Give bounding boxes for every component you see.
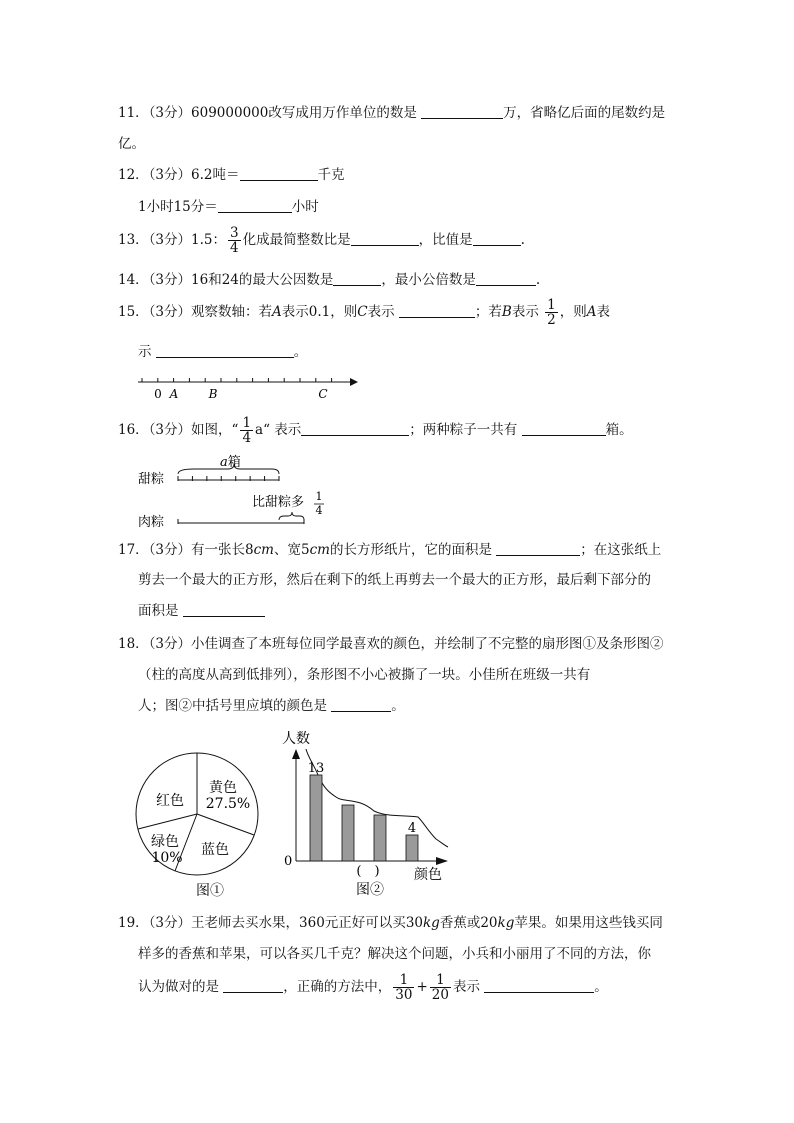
q-text: 香蕉或 (439, 915, 481, 931)
bar-2 (342, 805, 354, 861)
x-axis-label: 颜色 (414, 867, 442, 883)
numerator: 3 (230, 225, 239, 241)
answer-blank[interactable] (223, 977, 283, 993)
q-text: 示 (138, 344, 152, 360)
answer-blank[interactable] (473, 230, 521, 246)
q-number: 14． (118, 272, 149, 288)
question-12 (118, 165, 345, 185)
label-c: C (318, 387, 328, 401)
answer-blank[interactable] (484, 977, 594, 993)
q-text: 5 (301, 542, 310, 558)
slice-pct-yellow: 27.5% (205, 796, 251, 812)
question-15-line2 (138, 342, 307, 362)
bar-caption: 图② (356, 882, 384, 898)
answer-blank[interactable] (522, 420, 606, 436)
numerator: 1 (547, 297, 556, 313)
q-number: 16． (118, 422, 149, 438)
numerator: 1 (393, 973, 414, 988)
q-score: （3分） (148, 105, 192, 121)
answer-blank[interactable] (351, 230, 419, 246)
var-a: a (220, 455, 228, 470)
q-text: ，正确的方法中， (283, 979, 392, 995)
q-text: 1.5： (191, 232, 227, 248)
numerator: 1 (242, 415, 252, 431)
q-text: 如图，“ (191, 422, 239, 438)
answer-blank[interactable] (476, 270, 536, 286)
question-17 (118, 540, 661, 560)
question-17-line3 (138, 601, 265, 621)
fraction (228, 226, 241, 255)
q-text: 面积是 (138, 603, 179, 619)
q-text: 千克 (317, 167, 345, 183)
answer-blank[interactable] (240, 165, 318, 181)
q-text: 表 (596, 304, 610, 320)
question-16 (118, 414, 633, 446)
q-text: 化成最简整数比是 (242, 232, 351, 248)
var-b: B (501, 304, 512, 320)
q-number: 11． (118, 105, 149, 121)
zongzi-diagram (134, 450, 344, 534)
answer-blank[interactable] (301, 420, 409, 436)
denominator: 4 (242, 430, 252, 446)
q-number: 17． (118, 542, 149, 558)
q-text: ，比值是 (418, 232, 473, 248)
label-a: A (169, 387, 179, 401)
q-score: （3分） (148, 167, 192, 183)
fraction (240, 416, 253, 445)
q-text: 亿。 (118, 136, 145, 152)
unit: cm (253, 542, 274, 558)
bracket-label: ( ) (356, 864, 380, 879)
q-text: ；在这张纸上 (580, 542, 662, 558)
q-score: （3分） (148, 304, 192, 320)
q-text: 万，省略亿后面的尾数约是 (503, 105, 666, 121)
question-11-line2 (118, 134, 145, 154)
q-text: 有一张长 (191, 542, 246, 558)
q-text: 人；图②中括号里应填的颜色是 (138, 698, 327, 714)
answer-blank[interactable] (421, 103, 503, 119)
var-a: A (586, 304, 597, 320)
question-14 (118, 270, 540, 290)
q-text: ；两种粽子一共有 (409, 422, 518, 438)
question-11 (118, 103, 665, 123)
fraction (545, 298, 558, 327)
q-text: 箱。 (605, 422, 633, 438)
var-c: C (357, 304, 368, 320)
q-score: （3分） (148, 636, 192, 652)
q-text: 。 (293, 344, 308, 360)
q-text: 。 (391, 698, 405, 714)
q-score: （3分） (148, 232, 192, 248)
q-text: 小时 (291, 199, 319, 215)
denominator: 30 (395, 987, 413, 1003)
plus-sign: + (416, 979, 428, 995)
unit: cm (309, 542, 330, 558)
q-text: 8 (245, 542, 254, 558)
top-label (220, 455, 241, 470)
var-a: a (255, 422, 264, 438)
q-text: （柱的高度从高到低排列），条形图不小心被撕了一块。小佳所在班级一共有 (138, 667, 591, 683)
q-text: . (535, 272, 541, 288)
answer-blank[interactable] (399, 302, 475, 318)
label-b: B (208, 387, 218, 401)
bar-4 (406, 835, 418, 861)
slice-label-blue: 蓝色 (201, 842, 229, 858)
q-number: 18． (118, 636, 149, 652)
unit: kg (497, 915, 515, 931)
q-text: 认为做对的是 (138, 979, 219, 995)
q-text: 观察数轴：若 (191, 304, 273, 320)
denominator: 4 (315, 504, 323, 517)
numerator: 1 (430, 973, 451, 988)
question-18-line2 (138, 665, 590, 685)
numerator: 1 (315, 490, 323, 503)
q-text: 表示0.1，则 (281, 304, 358, 320)
slice-label-yellow: 黄色 (209, 780, 237, 796)
q-number: 12． (118, 167, 149, 183)
bar-1 (310, 775, 322, 861)
q-text: 的长方形纸片，它的面积是 (329, 542, 492, 558)
unit: 箱 (227, 455, 241, 470)
q-text: 表示 (367, 304, 395, 320)
answer-blank[interactable] (183, 601, 265, 617)
answer-blank[interactable] (218, 197, 292, 213)
label-0: 0 (154, 387, 162, 401)
answer-blank[interactable] (496, 540, 580, 556)
slice-pct-green: 10% (151, 850, 183, 866)
denominator: 2 (547, 312, 556, 328)
q-text: 。 (594, 979, 608, 995)
q-number: 15． (118, 304, 149, 320)
question-19-line3 (138, 970, 608, 1004)
q-text: ，最小公倍数是 (381, 272, 476, 288)
bar-value-label: 4 (407, 821, 417, 836)
q-text: 表示 (452, 979, 480, 995)
q-text: 小佳调查了本班每位同学最喜欢的颜色，并绘制了不完整的扇形图①及条形图② (191, 636, 664, 652)
meat-label: 肉粽 (138, 515, 165, 530)
question-13 (118, 225, 525, 255)
question-17-line2 (138, 570, 651, 590)
q-text: 样多的香蕉和苹果，可以各买几千克？解决这个问题，小兵和小丽用了不同的方法，你 (138, 946, 651, 962)
q-text: ；若 (474, 304, 502, 320)
question-12-line2 (138, 197, 319, 217)
y-axis-label: 人数 (282, 731, 310, 747)
unit: kg (423, 915, 440, 931)
answer-blank[interactable] (156, 342, 294, 358)
q-score: （3分） (148, 542, 192, 558)
q-text: 16和24的最大公因数是 (191, 272, 334, 288)
q-text: . (520, 232, 525, 248)
bar-value-label: 13 (307, 761, 325, 776)
bar-series (308, 761, 418, 861)
q-score: （3分） (148, 915, 192, 931)
slice-label-green: 绿色 (151, 834, 179, 850)
more-label: 比甜粽多 (252, 495, 305, 510)
q-text: 20 (480, 915, 498, 931)
q-number: 19． (118, 915, 149, 931)
pie-caption: 图① (196, 883, 224, 899)
q-text: 1小时15分＝ (138, 199, 218, 215)
answer-blank[interactable] (333, 270, 381, 286)
origin-label: 0 (284, 854, 293, 869)
var-a: A (272, 304, 282, 320)
q-text: 苹果。如果用这些钱买同 (514, 915, 663, 931)
question-18-line3 (138, 696, 405, 716)
question-15 (118, 296, 610, 328)
denominator: 20 (431, 987, 449, 1003)
fraction (393, 973, 414, 1002)
q-score: （3分） (148, 422, 192, 438)
q-text: 、宽 (274, 542, 301, 558)
q-text: 6.2吨＝ (191, 167, 240, 183)
q-text: ，则 (559, 304, 587, 320)
bar-chart (278, 727, 458, 902)
q-text: “ 表示 (263, 422, 302, 438)
number-line (136, 372, 360, 402)
q-text: 609000000改写成用万作单位的数是 (191, 105, 417, 121)
q-number: 13． (118, 232, 149, 248)
pie-chart (132, 752, 266, 902)
q-text: 表示 (511, 304, 539, 320)
q-text: 30 (405, 915, 423, 931)
question-18 (118, 634, 664, 654)
fraction (430, 973, 451, 1002)
q-score: （3分） (148, 272, 192, 288)
denominator: 4 (230, 240, 239, 256)
slice-label-red: 红色 (156, 793, 184, 809)
q-text: 王老师去买水果，360元正好可以买 (191, 915, 406, 931)
question-19 (118, 913, 663, 933)
bar-3 (374, 815, 386, 861)
sweet-label: 甜粽 (138, 472, 165, 487)
q-text: 剪去一个最大的正方形，然后在剩下的纸上再剪去一个最大的正方形，最后剩下部分的 (138, 572, 651, 588)
answer-blank[interactable] (331, 696, 391, 712)
question-19-line2 (138, 944, 651, 964)
